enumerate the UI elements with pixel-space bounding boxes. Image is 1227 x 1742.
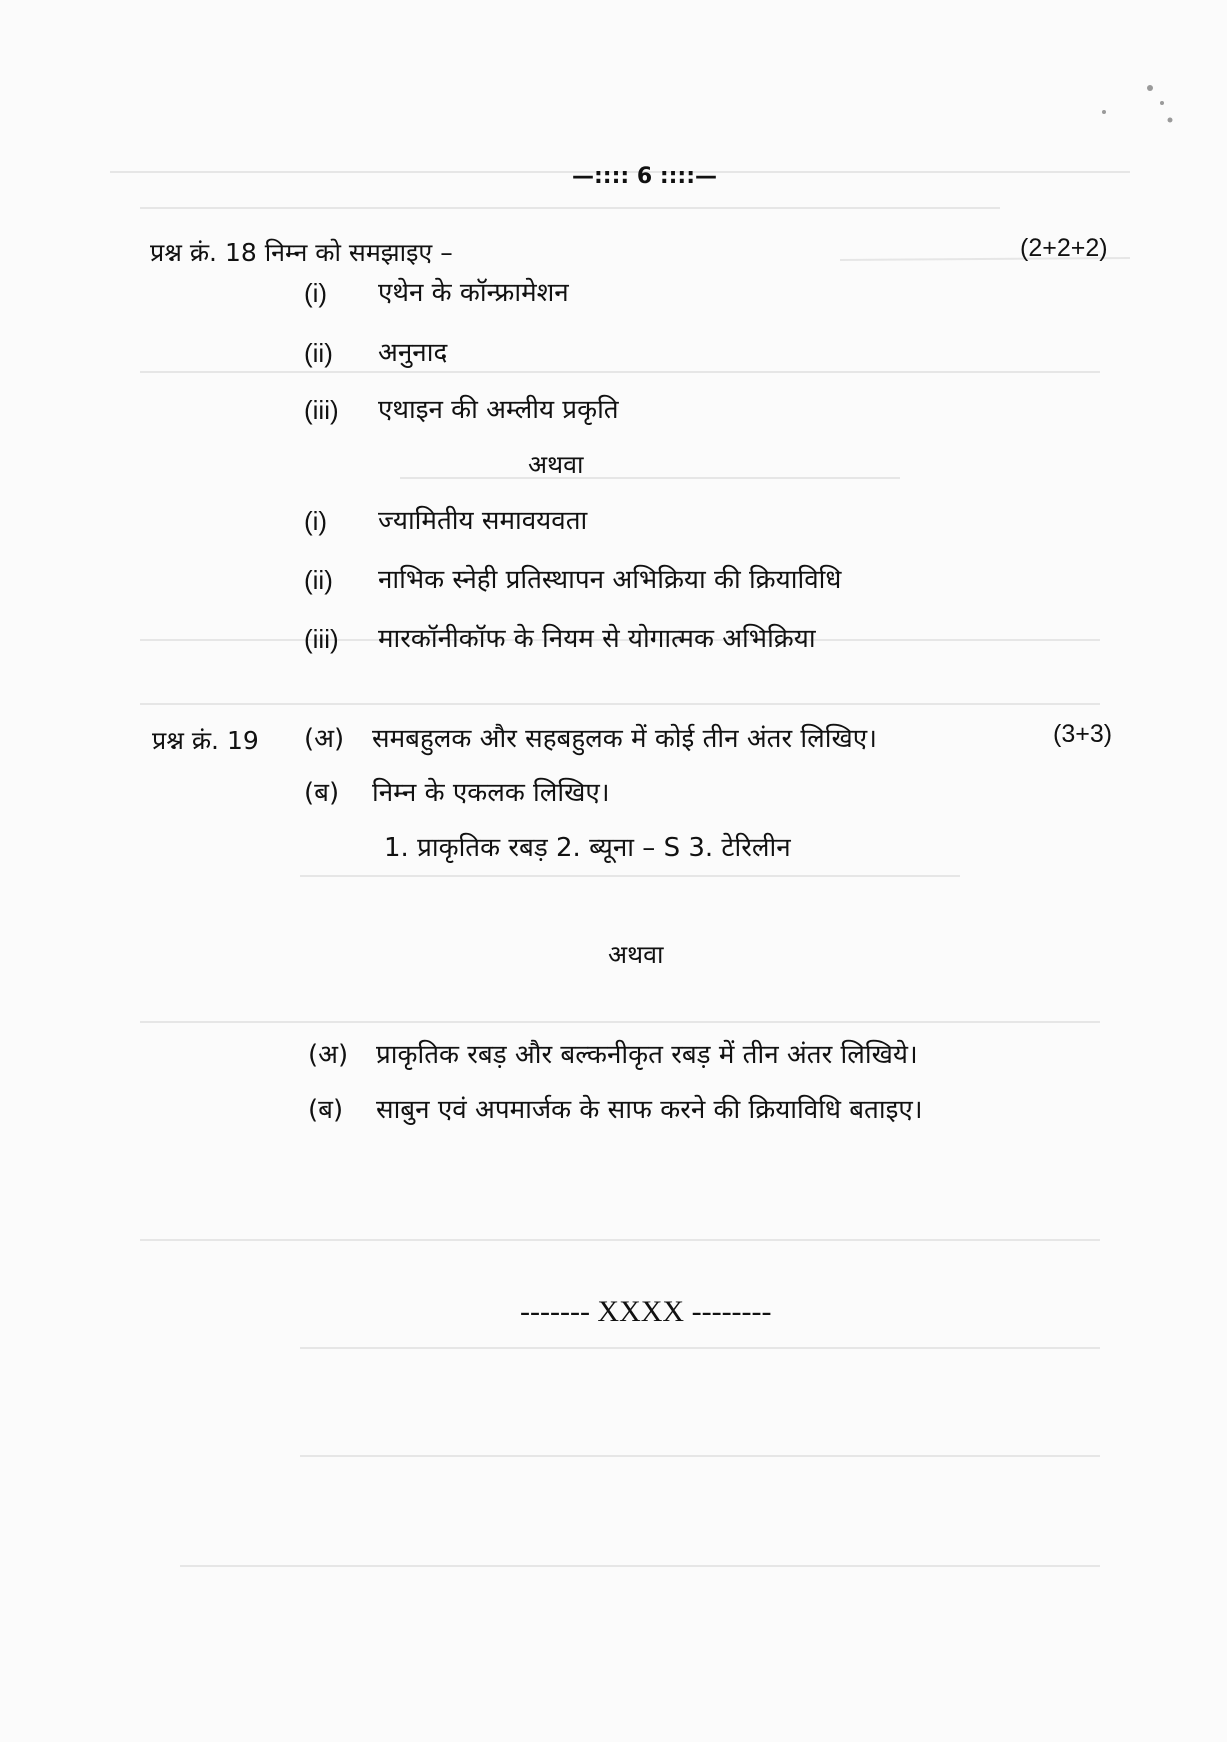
q18-alt-item-1-text: ज्यामितीय समावयवता: [378, 506, 588, 536]
q19-part-b-text: निम्न के एकलक लिखिए।: [372, 778, 610, 808]
q18-alt-item-2-text: नाभिक स्नेही प्रतिस्थापन अभिक्रिया की क्रियाविधि: [378, 565, 842, 595]
q18-item-3-num: (iii): [304, 395, 339, 425]
question-18-marks: (2+2+2): [1020, 234, 1108, 262]
q19-part-a-text: समबहुलक और सहबहुलक में कोई तीन अंतर लिखिए।: [372, 724, 878, 754]
q18-item-1-text: एथेन के कॉन्फ्रामेशन: [378, 278, 569, 308]
q19-alt-a-num: (अ): [308, 1040, 349, 1070]
q18-or-divider: अथवा: [528, 450, 584, 479]
question-18-label: प्रश्न क्रं. 18 निम्न को समझाइए –: [150, 238, 453, 267]
q19-monomer-list: 1. प्राकृतिक रबड़ 2. ब्यूना – S 3. टेरिलीन: [384, 833, 791, 863]
question-19-label: प्रश्न क्रं. 19: [152, 726, 259, 755]
q18-alt-item-3-num: (iii): [304, 624, 339, 654]
q18-alt-item-2-num: (ii): [304, 565, 333, 595]
q19-part-b-num: (ब): [304, 778, 340, 808]
q19-alt-b-text: साबुन एवं अपमार्जक के साफ करने की क्रियाविधि बताइए।: [376, 1095, 923, 1125]
q19-part-a-num: (अ): [304, 724, 345, 754]
q18-alt-item-3-text: मारकॉनीकॉफ के नियम से योगात्मक अभिक्रिया: [378, 624, 816, 654]
q18-item-2-text: अनुनाद: [378, 338, 448, 368]
q18-item-1-num: (i): [304, 278, 328, 308]
question-19-marks: (3+3): [1053, 720, 1113, 748]
q19-or-divider: अथवा: [608, 940, 664, 969]
q18-item-3-text: एथाइन की अम्लीय प्रकृति: [378, 395, 619, 425]
page-number-marker: —:::: 6 ::::—: [572, 164, 718, 189]
end-of-paper-marker: ------- XXXX --------: [520, 1295, 772, 1328]
q19-alt-b-num: (ब): [308, 1095, 344, 1125]
q18-item-2-num: (ii): [304, 338, 333, 368]
q19-alt-a-text: प्राकृतिक रबड़ और बल्कनीकृत रबड़ में तीन अंतर लिखिये।: [376, 1040, 918, 1070]
q18-alt-item-1-num: (i): [304, 506, 328, 536]
